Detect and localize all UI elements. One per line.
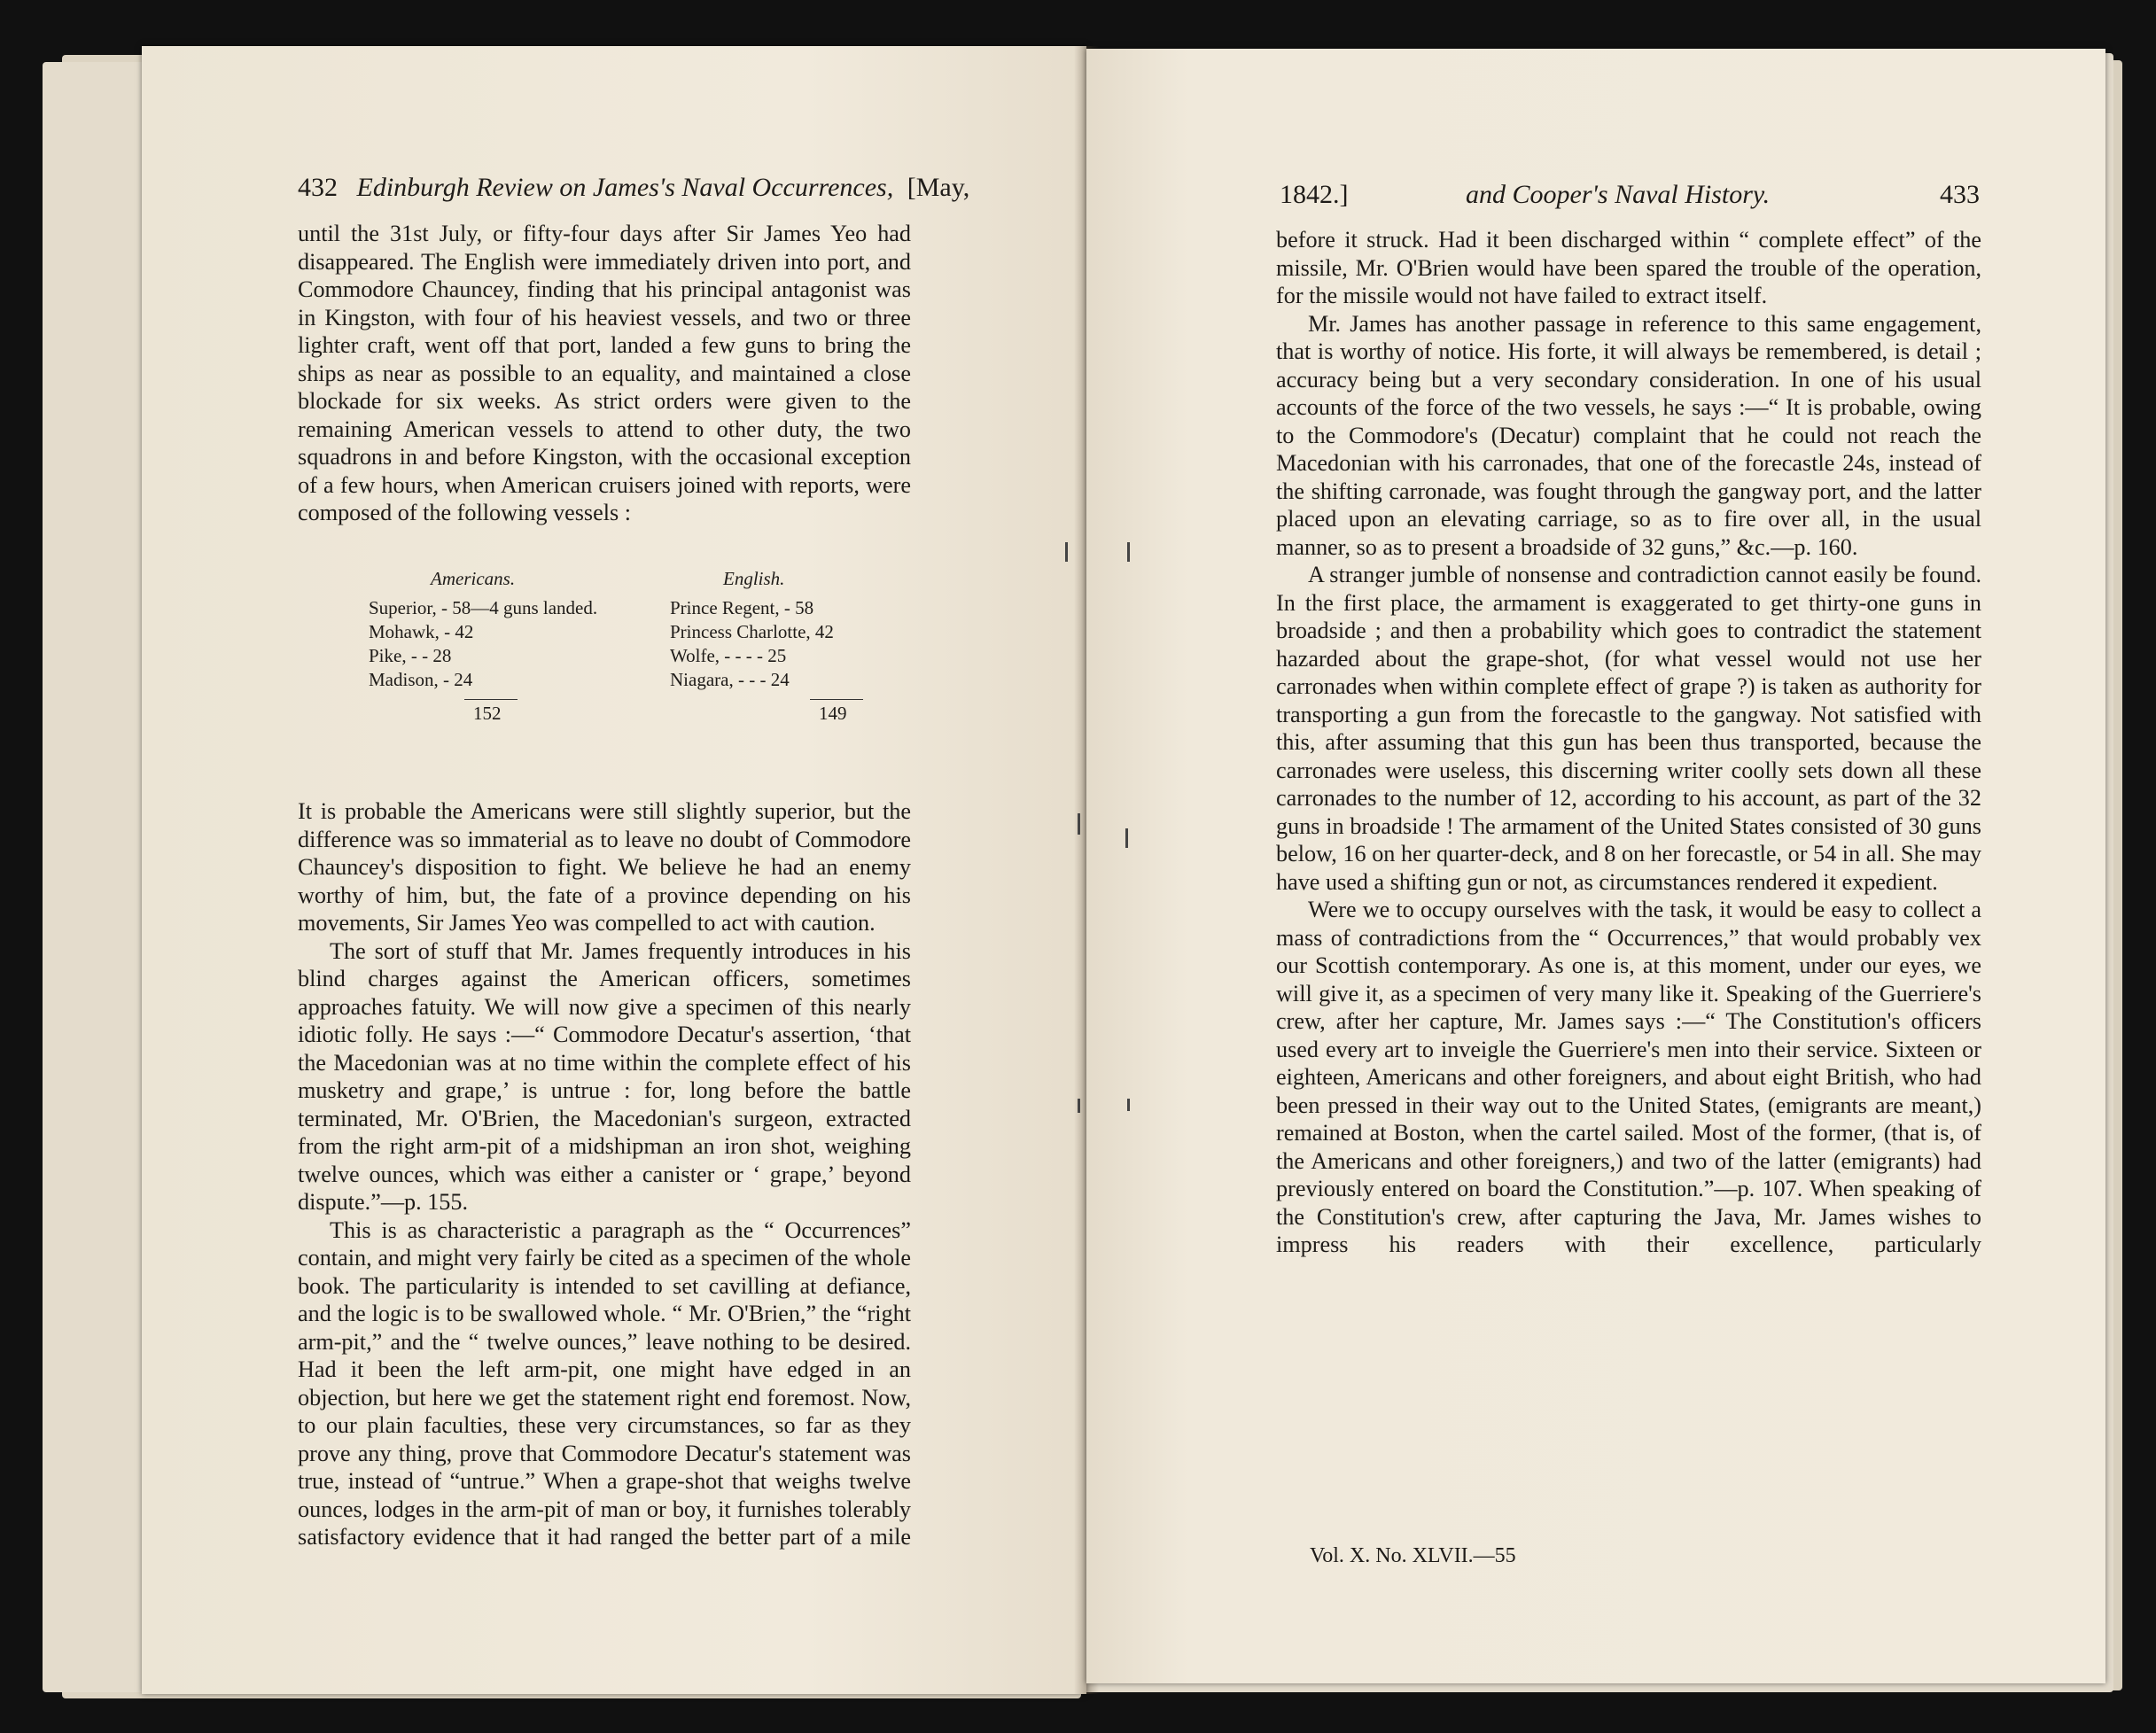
vessel-name: Princess Charlotte,: [670, 621, 811, 642]
stitch-mark: [1127, 542, 1130, 562]
paragraph: The sort of stuff that Mr. James frequently introduces in his blind charges against the American officers, sometimes approaches fatuity. We will now give a specimen of this nearly idiotic folly. He says :—“ Commodore Decatur's assertion, ‘that the Macedonian was at no time within the complete effect of his musketry and grape,’ is untrue : for, long before the battle terminated, Mr. O'Brien, the Macedonian's surgeon, extracted from the right arm-pit of a midshipman an iron shot, weighing twelve ounces, which was either a canister or ‘ grape,’ beyond dispute.”—p. 155.: [298, 937, 911, 1215]
left-text-bottom: [298, 797, 911, 1551]
paragraph: Were we to occupy ourselves with the task, it would be easy to collect a mass of contradictions from the “ Occurrences,” that would probably vex our Scottish contemporary. As one is, at this moment, under our eyes, we will give it, as a specimen of very many like it. Speaking of the Guerriere's crew, after her capture, Mr. James says :—“ The Constitution's officers used every art to inveigle the Guerriere's men into their service. Sixteen or eighteen, Americans and other foreigners, and about eight British, who had been pressed in their way out to the United States, (emigrants are meant,) remained at Boston, when the cartel sailed. Most of the former, (that is, of the Americans and other foreigners,) and two of the latter (emigrants) had previously entered on board the Constitution.”—p. 107. When speaking of the Constitution's crew, after capturing the Java, Mr. James wishes to impress his readers with their excellence, particularly: [1276, 897, 1981, 1257]
left-text-top: [298, 220, 911, 527]
vessel-name: Prince Regent,: [670, 597, 780, 618]
stitch-mark: [1078, 1099, 1080, 1113]
stitch-mark: [1127, 1099, 1130, 1111]
fleet-row: [369, 596, 597, 620]
left-running-title: Edinburgh Review on James's Naval Occurrences,: [356, 173, 894, 202]
fleet-table: [369, 567, 865, 780]
fleet-row: [369, 668, 597, 692]
right-page-number: 433: [1940, 180, 1980, 209]
vessel-guns: - 42: [444, 621, 474, 642]
vessel-guns: - 58: [783, 597, 814, 618]
right-header-date: 1842.]: [1280, 180, 1349, 209]
left-page: [142, 46, 1086, 1694]
signature-mark: Vol. X. No. XLVII.—55: [1310, 1544, 1516, 1567]
paragraph: It is probable the Americans were still slightly superior, but the difference was so immaterial as to leave no doubt of Commodore Chauncey's disposition to fight. We believe he had an enemy worthy of him, but, the fate of a province depending on his movements, Sir James Yeo was compelled to act with caution.: [298, 798, 911, 936]
stitch-mark: [1125, 828, 1128, 848]
paragraph: A stranger jumble of nonsense and contradiction cannot easily be found. In the first place, the armament is exaggerated to get thirty-one guns in broadside ; and then a probability which goes to contradict the statement hazarded about the grape-shot, (for what vessel would not use her carronades when within complete effect of grape ?) is taken as authority for transporting a gun from the forecastle to the gangway. Not satisfied with this, after assuming that this gun has been thus transported, because the carronades were useless, this discerning writer coolly sets down all these carronades to the number of 12, according to his account, as part of the 32 guns in broadside ! The armament of the United States consisted of 30 guns below, 16 on her quarter-deck, and 8 on her forecastle, or 54 in all. She may have used a shifting gun or not, as circumstances rendered it expedient.: [1276, 562, 1981, 895]
vessel-guns: - 58—4 guns landed.: [440, 597, 598, 618]
vessel-guns: - 24: [443, 669, 473, 690]
fleet-row: [670, 668, 863, 692]
vessel-guns: - - - 24: [737, 669, 790, 690]
fleet-row: [670, 620, 863, 644]
vessel-name: Wolfe,: [670, 645, 720, 666]
vessel-name: Niagara,: [670, 669, 734, 690]
americans-heading: Americans.: [431, 568, 516, 589]
right-running-title: and Cooper's Naval History.: [1466, 180, 1771, 209]
vessel-name: Pike,: [369, 645, 407, 666]
fleet-row: [369, 620, 597, 644]
vessel-guns: - - 28: [410, 645, 452, 666]
vessel-guns: 42: [814, 621, 834, 642]
vessel-name: Mohawk,: [369, 621, 440, 642]
paragraph: Mr. James has another passage in reference to this same engagement, that is worthy of notice. His forte, it will always be remembered, is detail ; accuracy being but a very secondary consideration. In one of his usual accounts of the force of the two vessels, he says :—“ It is probable, owing to the Commodore's (Decatur) complaint that he could not reach the Macedonian with his carronades, that one of the forecastle 24s, instead of the shifting carronade, was fought through the gangway port, and the latter placed upon an elevating carriage, so as to fire over all, in the usual manner, so as to present a broadside of 32 guns,” &c.—p. 160.: [1276, 310, 1981, 560]
vessel-guns: - - - - 25: [724, 645, 787, 666]
paragraph: until the 31st July, or fifty-four days after Sir James Yeo had disappeared. The English were immediately driven into port, and Commodore Chauncey, finding that his principal antagonist was in Kingston, with four of his heaviest vessels, and two or three lighter craft, went off that port, landed a few guns to bring the ships as near as possible to an equality, and maintained a close blockade for six weeks. As strict orders were given to the remaining American vessels to attend to other duty, the two squadrons in and before Kingston, with the occasional exception of a few hours, when American cruisers joined with reports, were composed of the following vessels :: [298, 221, 911, 525]
total-rule: [810, 699, 863, 700]
left-header-date: [May,: [907, 173, 970, 202]
right-text: [1276, 226, 1981, 1259]
english-column: [670, 567, 863, 726]
english-total: 149: [819, 703, 847, 724]
vessel-name: Superior,: [369, 597, 437, 618]
total-rule: [464, 699, 518, 700]
paragraph: This is as characteristic a paragraph as the “ Occurrences” contain, and might very fairly be cited as a specimen of the whole book. The particularity is intended to set cavilling at defiance, and the logic is to be swallowed whole. “ Mr. O'Brien,” the “right arm-pit,” and the “ twelve ounces,” leave nothing to be desired. Had it been the left arm-pit, one might have edged in an objection, but here we get the statement right end foremost. Now, to our plain faculties, these very circumstances, so far as they prove any thing, prove that Commodore Decatur's statement was true, instead of “untrue.” When a grape-shot that weighs twelve ounces, lodges in the arm-pit of man or boy, it furnishes tolerably satisfactory evidence that it had ranged the better part of a mile: [298, 1216, 911, 1550]
fleet-row: [670, 596, 863, 620]
paragraph: before it struck. Had it been discharged within “ complete effect” of the missile, Mr. O'Brien would have been spared the trouble of the operation, for the missile would not have failed to extract itself.: [1276, 227, 1981, 308]
fleet-row: [670, 644, 863, 668]
fleet-row: [369, 644, 597, 668]
stitch-mark: [1078, 813, 1080, 835]
right-page: [1086, 49, 2105, 1683]
americans-column: [369, 567, 597, 726]
english-heading: English.: [723, 568, 785, 589]
left-page-number: 432: [298, 173, 338, 202]
left-page-header: [298, 173, 969, 203]
vessel-name: Madison,: [369, 669, 439, 690]
stitch-mark: [1065, 542, 1068, 562]
right-page-header: [1280, 180, 1980, 210]
americans-total: 152: [473, 703, 502, 724]
